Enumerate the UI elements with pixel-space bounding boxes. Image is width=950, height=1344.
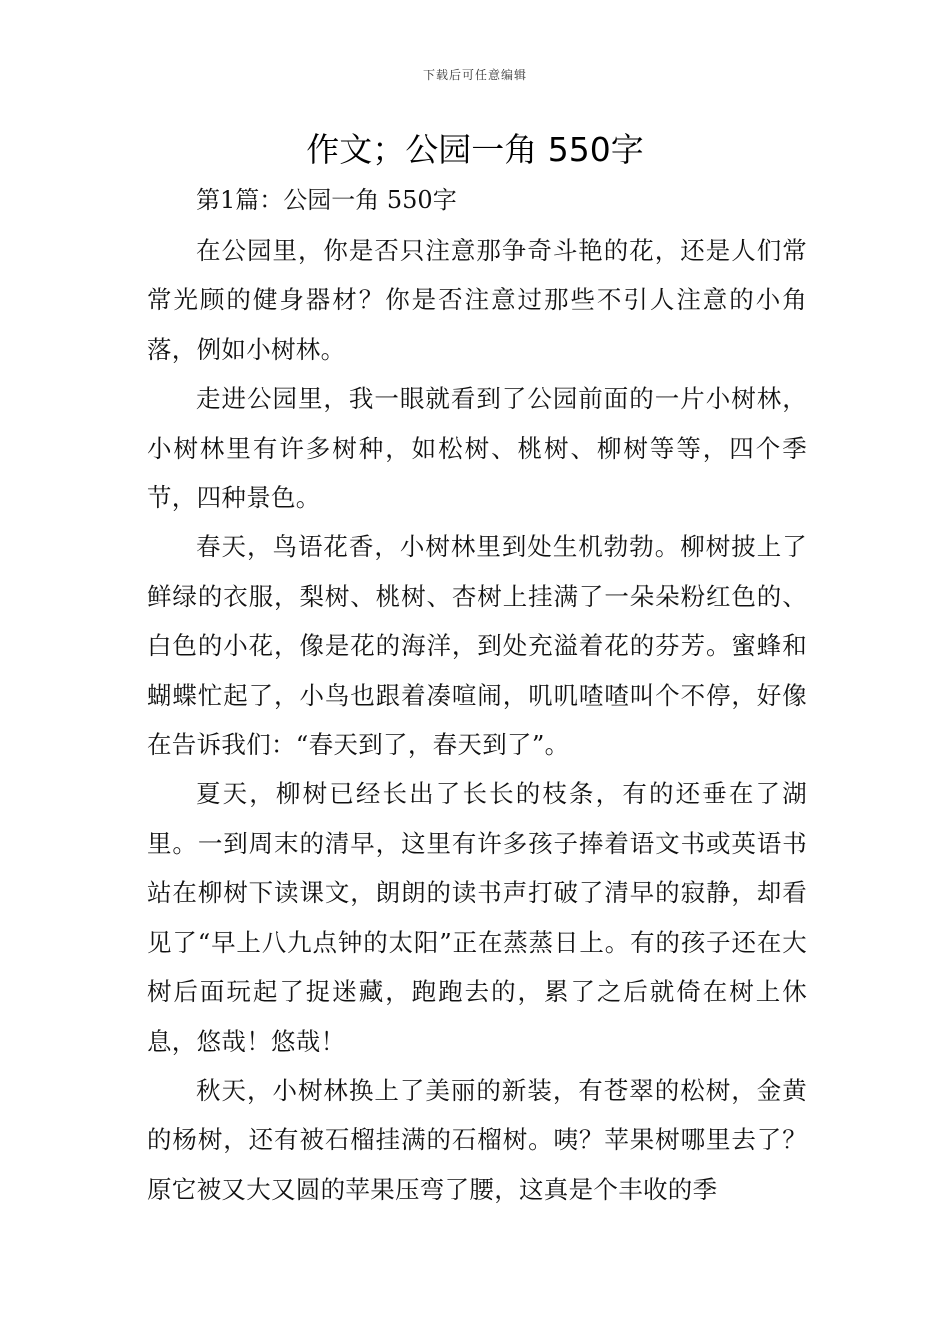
document-title: 作文；公园一角 550字 (306, 130, 644, 169)
paragraph: 走进公园里，我一眼就看到了公园前面的一片小树林，小树林里有许多树种，如松树、桃树、柳树等等，四个季节，四种景色。 (147, 384, 807, 513)
header-note: 下载后可任意编辑 (422, 68, 527, 82)
article-body (147, 226, 807, 1214)
paragraph: 在公园里，你是否只注意那争奇斗艳的花，还是人们常常光顾的健身器材？你是否注意过那些不引人注意的小角落，例如小树林。 (147, 236, 807, 364)
article-subtitle: 第1篇：公园一角 550字 (196, 186, 457, 214)
paragraph: 夏天，柳树已经长出了长长的枝条，有的还垂在了湖里。一到周末的清早，这里有许多孩子捧着语文书或英语书站在柳树下读课文，朗朗的读书声打破了清早的寂静，却看见了“早上八九点钟的太阳”正在蒸蒸日上。有的孩子还在大树后面玩起了捉迷藏，跑跑去的，累了之后就倚在树上休息，悠哉！悠哉！ (147, 779, 807, 1056)
paragraph: 春天，鸟语花香，小树林里到处生机勃勃。柳树披上了鲜绿的衣服，梨树、桃树、杏树上挂满了一朵朵粉红色的、白色的小花，像是花的海洋，到处充溢着花的芬芳。蜜蜂和蝴蝶忙起了，小鸟也跟着凑喧闹，叽叽喳喳叫个不停，好像在告诉我们：“春天到了，春天到了”。 (147, 532, 807, 760)
paragraph: 秋天，小树林换上了美丽的新装，有苍翠的松树，金黄的杨树，还有被石榴挂满的石榴树。咦？苹果树哪里去了？原它被又大又圆的苹果压弯了腰，这真是个丰收的季 (147, 1075, 807, 1204)
